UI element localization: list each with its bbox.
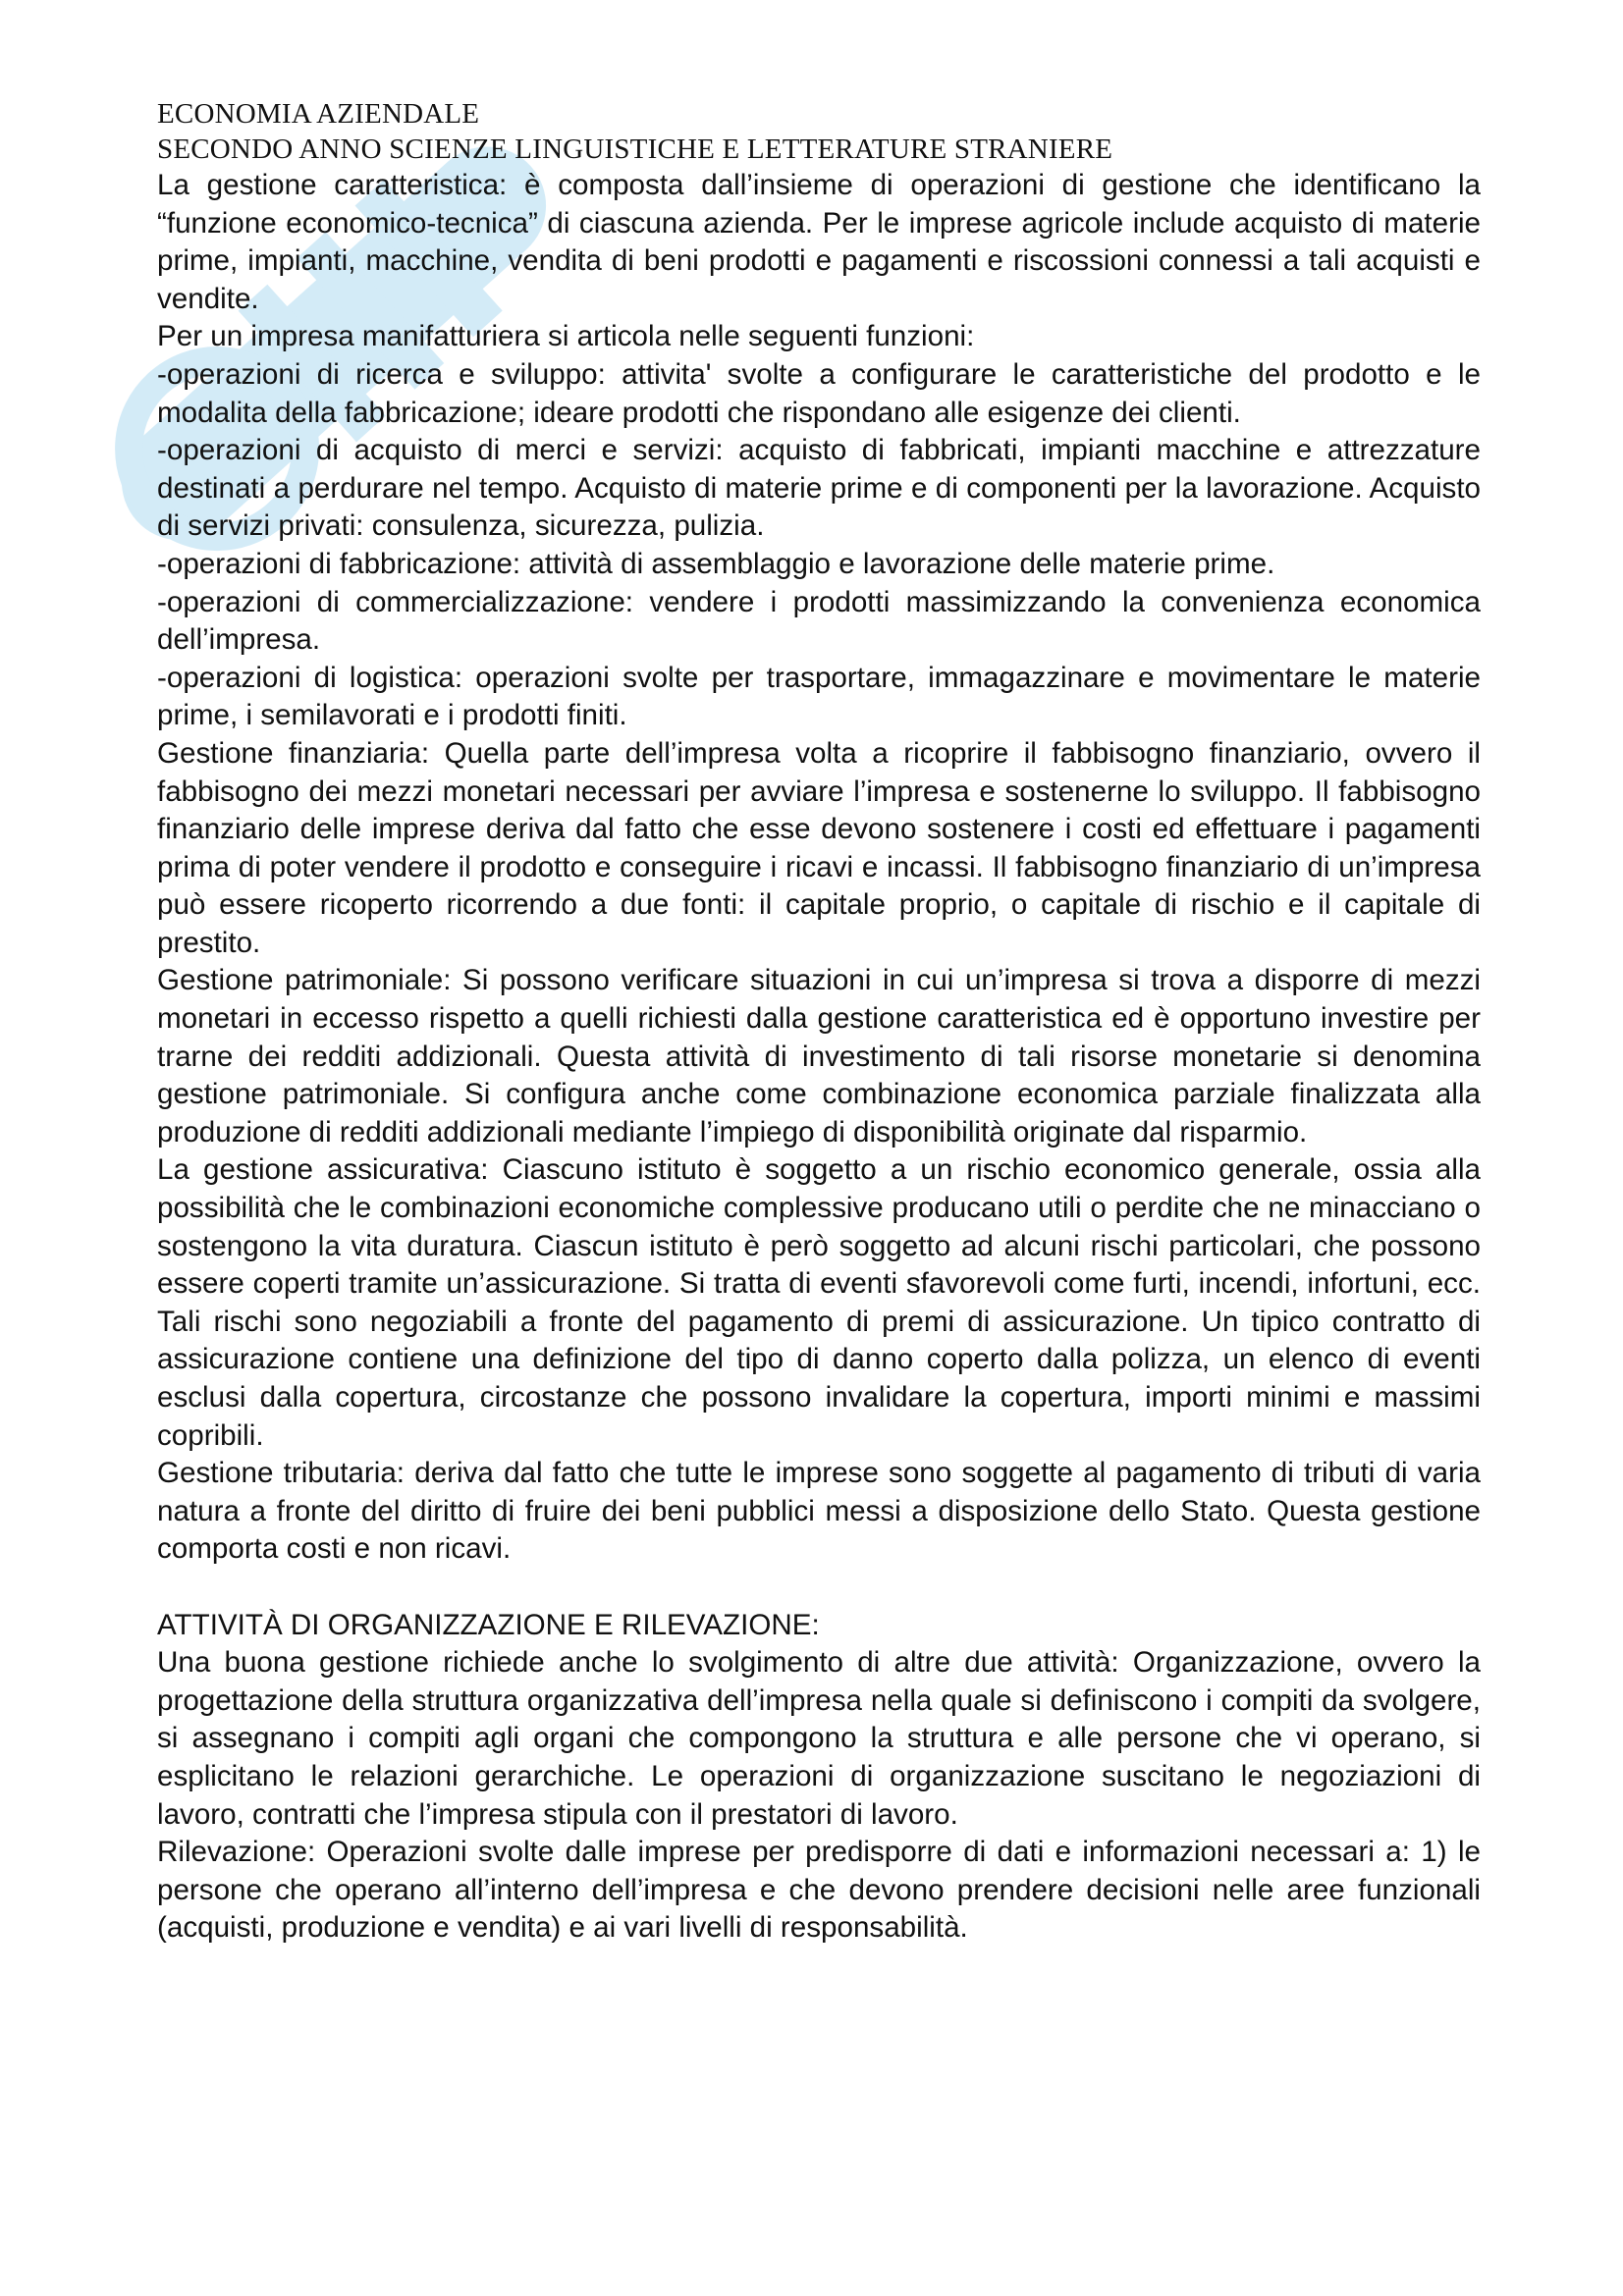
paragraph-organizzazione: Una buona gestione richiede anche lo svolgimento di altre due attività: Organizzazione, ovvero la progettazione della struttura organizzativa dell’impresa nella quale si definiscono i compiti da svolgere, si assegnano i compiti agli organi che compongono la struttura e alle persone che vi operano, si esplicitano le relazioni gerarchiche. Le operazioni di organizzazione suscitano le negoziazioni di lavoro, contratti che l’impresa stipula con il prestatori di lavoro. <box>157 1646 1481 1831</box>
document-header-subtitle: SECONDO ANNO SCIENZE LINGUISTICHE E LETTERATURE STRANIERE <box>157 133 1113 165</box>
paragraph-rilevazione: Rilevazione: Operazioni svolte dalle imprese per predisporre di dati e informazioni necessari a: 1) le persone che operano all’interno dell’impresa e che devono prendere decisioni nelle aree funzionali (acquisti, produzione e vendita) e ai vari livelli di responsabilità. <box>157 1836 1481 1945</box>
paragraph-gestione-finanziaria: Gestione finanziaria: Quella parte dell’impresa volta a ricoprire il fabbisogno finanziario, ovvero il fabbisogno dei mezzi monetari necessari per avviare l’impresa e sostenerne lo sviluppo. Il fabbisogno finanziario delle imprese deriva dal fatto che esse devono sostenere i costi ed effettuare i pagamenti prima di poter vendere il prodotto e conseguire i ricavi e incassi. Il fabbisogno finanziario di un’impresa può essere ricoperto ricorrendo a due fonti: il capitale proprio, o capitale di rischio e il capitale di prestito. <box>157 736 1481 959</box>
paragraph-ricerca-sviluppo: -operazioni di ricerca e sviluppo: attivita' svolte a configurare le caratteristiche del prodotto e le modalita della fabbricazione; ideare prodotti che rispondano alle esigenze dei clienti. <box>157 357 1481 429</box>
paragraph-acquisto: -operazioni di acquisto di merci e servizi: acquisto di fabbricati, impianti macchine e attrezzature destinati a perdurare nel tempo. Acquisto di materie prime e di componenti per la lavorazione. Acquisto di servizi privati: consulenza, sicurezza, pulizia. <box>157 434 1481 543</box>
document-page <box>157 96 1481 1948</box>
section-title-organizzazione: ATTIVITÀ DI ORGANIZZAZIONE E RILEVAZIONE: <box>157 1608 820 1641</box>
paragraph-commercializzazione: -operazioni di commercializzazione: vendere i prodotti massimizzando la convenienza economica dell’impresa. <box>157 585 1481 657</box>
paragraph-impresa-manifatturiera: Per un impresa manifatturiera si articola nelle seguenti funzioni: <box>157 320 975 353</box>
paragraph-logistica: -operazioni di logistica: operazioni svolte per trasportare, immagazzinare e movimentare le materie prime, i semilavorati e i prodotti finiti. <box>157 661 1481 732</box>
paragraph-fabbricazione: -operazioni di fabbricazione: attività di assemblaggio e lavorazione delle materie prime. <box>157 547 1275 580</box>
paragraph-gestione-assicurativa: La gestione assicurativa: Ciascuno istituto è soggetto a un rischio economico generale, ossia alla possibilità che le combinazioni economiche complessive producano utili o perdite che ne minacciano o sostengono la vita duratura. Ciascun istituto è però soggetto ad alcuni rischi particolari, che possono essere coperti tramite un’assicurazione. Si tratta di eventi sfavorevoli come furti, incendi, infortuni, ecc. Tali rischi sono negoziabili a fronte del pagamento di premi di assicurazione. Un tipico contratto di assicurazione contiene una definizione del tipo di danno coperto dalla polizza, un elenco di eventi esclusi dalla copertura, circostanze che possono invalidare la copertura, importi minimi e massimi copribili. <box>157 1153 1481 1452</box>
document-header-title: ECONOMIA AZIENDALE <box>157 98 480 130</box>
document-body <box>157 167 1481 1948</box>
paragraph-gestione-tributaria: Gestione tributaria: deriva dal fatto che tutte le imprese sono soggette al pagamento di tributi di varia natura a fronte del diritto di fruire dei beni pubblici messi a disposizione dello Stato. Questa gestione comporta costi e non ricavi. <box>157 1457 1481 1566</box>
paragraph-gestione-patrimoniale: Gestione patrimoniale: Si possono verificare situazioni in cui un’impresa si trova a disporre di mezzi monetari in eccesso rispetto a quelli richiesti dalla gestione caratteristica ed è opportuno investire per trarne dei redditi addizionali. Questa attività di investimento di tali risorse monetarie si denomina gestione patrimoniale. Si configura anche come combinazione economica parziale finalizzata alla produzione di redditi addizionali mediante l’impiego di disponibilità originate dal risparmio. <box>157 964 1481 1148</box>
paragraph-gestione-caratteristica: La gestione caratteristica: è composta dall’insieme di operazioni di gestione che identificano la “funzione economico-tecnica” di ciascuna azienda. Per le imprese agricole include acquisto di materie prime, impianti, macchine, vendita di beni prodotti e pagamenti e riscossioni connessi a tali acquisti e vendite. <box>157 169 1481 315</box>
